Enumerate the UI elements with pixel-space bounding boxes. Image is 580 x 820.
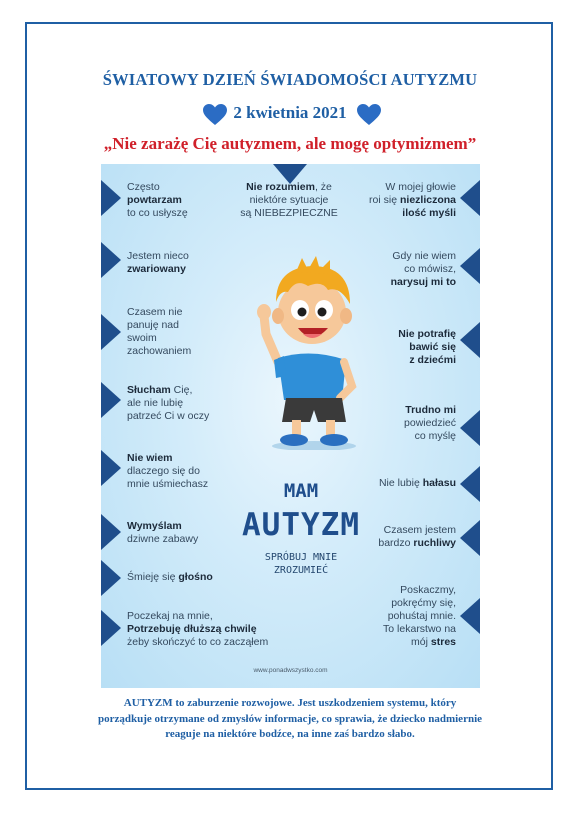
sprobuj-label: SPRÓBUJ MNIE ZROZUMIEĆ (264, 552, 338, 576)
left-arrow-marker (101, 180, 121, 216)
poster-statement: Trudno mi powiedzieć co myślę (404, 404, 456, 442)
poster-top-text: Nie rozumiem, że niektóre sytuacje są NIEBEZPIECZNE (240, 181, 338, 219)
left-arrow-marker (101, 450, 121, 486)
right-arrow-marker (460, 598, 480, 634)
left-arrow-marker (101, 514, 121, 550)
event-date: 2 kwietnia 2021 (233, 103, 347, 122)
poster-statement: Poskaczmy, pokręćmy się, pohuśtaj mnie. To lekarstwo na mój stres (383, 584, 456, 648)
left-arrow-marker (101, 560, 121, 596)
poster-statement: Nie wiem dlaczego się do mnie uśmiechasz (127, 452, 209, 490)
right-arrow-marker (460, 410, 480, 446)
autism-poster (101, 164, 480, 688)
heart-icon (357, 104, 381, 126)
autyzm-label: AUTYZM (242, 507, 360, 543)
slogan: „Nie zarażę Cię autyzmem, ale mogę optymizmem” (103, 134, 477, 153)
poster-statement: Często powtarzam to co usłyszę (127, 181, 188, 219)
left-arrow-marker (101, 242, 121, 278)
poster-statement: Czasem jestem bardzo ruchliwy (378, 524, 456, 549)
poster-statement: Poczekaj na mnie, Potrzebuję dłuższą chwilę żeby skończyć to co zacząłem (127, 610, 269, 648)
poster-credit: www.ponadwszystko.com (253, 667, 328, 674)
right-arrow-marker (460, 466, 480, 502)
right-arrow-marker (460, 180, 480, 216)
footer-description: AUTYZM to zaburzenie rozwojowe. Jest uszkodzeniem systemu, który porządkuje otrzymane od zmysłów informacje, co sprawia, że dziecko nadmiernie reaguje na niektóre bodźce, na inne zaś bardzo słabo. (97, 697, 483, 740)
poster-statement: Gdy nie wiem co mówisz, narysuj mi to (390, 250, 456, 288)
left-arrow-marker (101, 382, 121, 418)
mam-label: MAM (283, 480, 319, 502)
right-arrow-marker (460, 248, 480, 284)
poster-statement: W mojej głowie roi się niezliczona ilość myśli (369, 181, 456, 219)
left-arrow-marker (101, 610, 121, 646)
poster-statement: Nie potrafię bawić się z dziećmi (398, 328, 456, 366)
poster-statement: Wymyślam dziwne zabawy (127, 520, 199, 545)
poster-statement: Czasem nie panuję nad swoim zachowaniem (127, 306, 192, 357)
poster-statement: Słucham Cię, ale nie lubię patrzeć Ci w oczy (127, 384, 210, 422)
page-title: ŚWIATOWY DZIEŃ ŚWIADOMOŚCI AUTYZMU (102, 70, 478, 89)
poster-statement: Śmieję się głośno (127, 571, 213, 583)
right-arrow-marker (460, 520, 480, 556)
cartoon-boy-illustration (256, 250, 366, 450)
right-arrow-marker (460, 322, 480, 358)
poster-statement: Jestem nieco zwariowany (127, 250, 189, 275)
poster-statement: Nie lubię hałasu (378, 477, 456, 489)
left-arrow-marker (101, 314, 121, 350)
